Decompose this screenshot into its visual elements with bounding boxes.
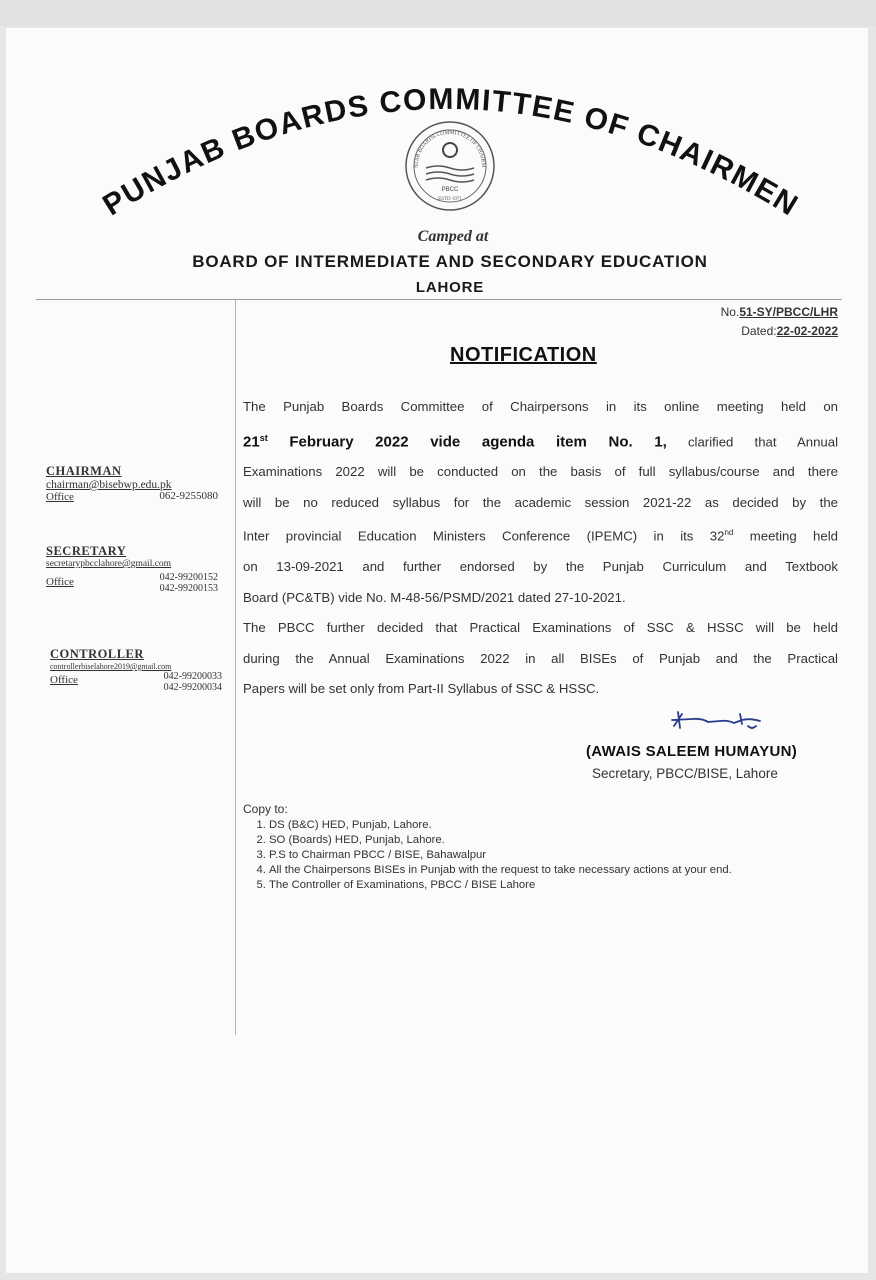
controller-title: CONTROLLER (50, 647, 144, 661)
chairman-title: CHAIRMAN (46, 464, 122, 478)
office-phone: 062-9255080 (159, 490, 218, 502)
header-divider (36, 299, 842, 300)
secretary-contact (46, 544, 218, 594)
notification-title: NOTIFICATION (450, 344, 597, 366)
body-line: during the Annual Examinations 2022 in all BISEs of Punjab and the Practical (243, 650, 838, 666)
body-line: Examinations 2022 will be conducted on the basis of full syllabus/course and there (243, 464, 838, 480)
list-item: 2. SO (Boards) HED, Punjab, Lahore. (269, 833, 732, 848)
arc-title-text: PUNJAB BOARDS COMMITTEE OF CHAIRMEN (97, 82, 805, 223)
body-line: The Punjab Boards Committee of Chairpersons in its online meeting held on (243, 399, 838, 414)
controller-email: controllerbiselahore2019@gmail.com (50, 662, 172, 671)
copy-to-label: Copy to: (243, 802, 288, 816)
controller-contact (50, 647, 222, 693)
list-item: 5. The Controller of Examinations, PBCC / BISE Lahore (269, 878, 732, 893)
office-label: Office (46, 576, 74, 588)
signatory-designation: Secretary, PBCC/BISE, Lahore (592, 766, 778, 781)
pbcc-seal-logo (404, 120, 496, 212)
list-item: 4. All the Chairpersons BISEs in Punjab with the request to take necessary actions at your end. (269, 863, 732, 878)
body-line: Board (PC&TB) vide No. M-48-56/PSMD/2021 dated 27-10-2021. (243, 589, 626, 605)
notification-body (243, 392, 838, 705)
sidebar-divider (235, 300, 236, 1035)
office-phone: 042-99200153 (159, 583, 218, 594)
body-line: 21st February 2022 vide agenda item No. 1, clarified that Annual (243, 432, 839, 450)
board-city: LAHORE (415, 279, 485, 296)
body-line: The PBCC further decided that Practical Examinations of SSC & HSSC will be held (243, 620, 838, 636)
body-line: Inter provincial Education Ministers Conference (IPEMC) in its 32nd meeting held (243, 528, 838, 544)
reference-number: No.51-SY/PBCC/LHR (720, 305, 838, 319)
office-label: Office (50, 674, 78, 686)
reference-date: Dated:22-02-2022 (741, 324, 838, 338)
secretary-title: SECRETARY (46, 544, 127, 558)
svg-text:PUNJAB BOARDS COMMITTEE OF CHA: NJAB BOARDS COMMITTEE OF CHAIRM (413, 129, 487, 168)
office-label: Office (46, 491, 74, 503)
body-line: on 13-09-2021 and further endorsed by the Punjab Curriculum and Textbook (243, 559, 838, 575)
body-line: Papers will be set only from Part-II Syllabus of SSC & HSSC. (243, 681, 600, 697)
list-item: 3. P.S to Chairman PBCC / BISE, Bahawalpur (269, 848, 732, 863)
office-phone: 042-99200034 (163, 682, 222, 693)
body-line: will be no reduced syllabus for the academic session 2021-22 as decided by the (243, 494, 838, 510)
chairman-email: chairman@bisebwp.edu.pk (46, 479, 172, 491)
list-item: 1. DS (B&C) HED, Punjab, Lahore. (269, 818, 732, 833)
copy-to-section (243, 802, 732, 893)
signature-mark (668, 706, 768, 734)
signatory-name: (AWAIS SALEEM HUMAYUN) (586, 743, 798, 760)
office-phone: 042-99200152 (159, 572, 218, 583)
svg-text:PBCC: PBCC (441, 187, 459, 193)
chairman-contact (46, 464, 218, 503)
office-phone: 042-99200033 (163, 671, 222, 682)
camped-at-label: Camped at (417, 228, 489, 245)
secretary-email: secretarypbcclahore@gmail.com (46, 559, 172, 569)
svg-text:ESTD 1971: ESTD 1971 (438, 197, 462, 202)
board-name: BOARD OF INTERMEDIATE AND SECONDARY EDUCATION (192, 252, 708, 271)
copy-to-list (243, 818, 732, 893)
